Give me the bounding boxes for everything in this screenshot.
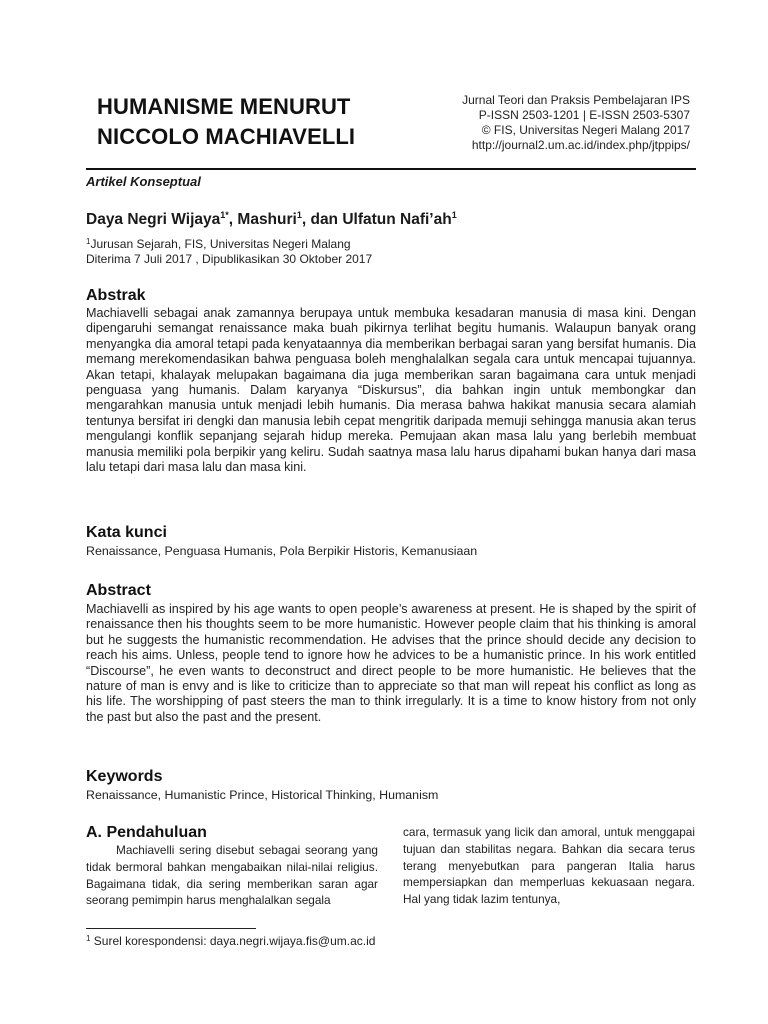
header-divider xyxy=(86,168,696,170)
affiliation xyxy=(86,237,372,252)
kata-kunci-heading: Kata kunci xyxy=(86,524,167,541)
author-superscript: 1* xyxy=(220,210,229,220)
author-name: Daya Negri Wijaya xyxy=(86,211,221,228)
author-list xyxy=(86,211,457,229)
article-title xyxy=(97,92,427,152)
author-name: Ulfatun Nafi’ah xyxy=(342,211,452,228)
journal-name: Jurnal Teori dan Praksis Pembelajaran IPS xyxy=(462,93,690,107)
journal-url[interactable]: http://journal2.um.ac.id/index.php/jtppips/ xyxy=(471,138,690,152)
paragraph: Machiavelli sering disebut sebagai seorang yang tidak bermoral bahkan mengabaikan nilai-nilai religius. Bagaimana tidak, dia sering memberikan saran agar seorang pemimpin harus menghalalkan segala xyxy=(86,843,378,908)
affiliation-superscript: 1 xyxy=(86,237,91,246)
journal-info xyxy=(462,93,690,153)
keywords-text: Renaissance, Humanistic Prince, Historical Thinking, Humanism xyxy=(86,788,439,802)
footnote-divider xyxy=(86,928,256,929)
abstract-heading: Abstract xyxy=(86,582,151,599)
author-separator: , dan xyxy=(301,211,343,228)
author-separator: , xyxy=(228,211,238,228)
publication-dates: Diterima 7 Juli 2017 , Dipublikasikan 30 Oktober 2017 xyxy=(86,252,373,266)
title-line-1: HUMANISME MENURUT xyxy=(97,94,351,119)
paragraph: cara, termasuk yang licik dan amoral, untuk menggapai tujuan dan stabilitas negara. Bahkan dia secara terus terang menyebutkan para pangeran Italia harus mempersiapkan dan memperluas kekuasaan negara. Hal yang tidak lazim tentunya, xyxy=(403,825,695,907)
footnote-superscript: 1 xyxy=(86,934,91,943)
keywords-heading: Keywords xyxy=(86,768,163,785)
title-line-2: NICCOLO MACHIAVELLI xyxy=(97,124,356,149)
author-superscript: 1 xyxy=(296,210,302,220)
affiliation-text: Jurusan Sejarah, FIS, Universitas Negeri Malang xyxy=(90,237,351,251)
affiliation-block xyxy=(86,237,372,267)
body-column-right xyxy=(403,824,695,908)
abstrak-text: Machiavelli sebagai anak zamannya berupaya untuk membuka kesadaran manusia di masa kini. Dengan dipengaruhi semangat renaissance maka buah pikirnya terlihat begitu humanis. Walaupun banyak orang menyangka dia amoral tetapi pada kenyataannya dia memberikan berbagai saran yang bersifat humanis. Dia memang merekomendasikan bahwa penguasa boleh menghalalkan segala cara untuk mencapai tujuannya. Akan tetapi, khalayak melupakan bagaimana dia juga memberikan saran bagaimana cara untuk menjadi penguasa yang humanis. Dalam karyanya “Diskursus”, dia bahkan ingin untuk membongkar dan mengarahkan manusia untuk menjadi lebih humanis. Dia merasa bahwa hakikat manusia secara alamiah tentunya bersifat iri dengki dan manusia lebih cepat mengritik daripada memuji sehingga manusia akan terus mengulangi konflik sepanjang sejarah hidup mereka. Pemujaan akan masa lalu yang berlebih membuat manusia memiliki pola berpikir yang keliru. Sudah saatnya masa lalu harus dipahami bukan hanya dari masa lalu tetapi dari masa lalu dan masa kini. xyxy=(86,306,696,475)
journal-copyright: © FIS, Universitas Negeri Malang 2017 xyxy=(481,123,690,137)
author-name: Mashuri xyxy=(237,211,297,228)
article-type: Artikel Konseptual xyxy=(86,174,201,189)
abstract-text: Machiavelli as inspired by his age wants to open people’s awareness at present. He is shaped by the spirit of renaissance then his thoughts seem to be more humanistic. However people claim that his thinking is amoral but he suggests the humanistic recommendation. He advises that the prince should decide any decision to reach his aims. Unless, people tend to ignore how he advices to be a humanistic prince. In his work entitled “Discourse”, he even wants to deconstruct and direct people to be more humanistic. He believes that the nature of man is envy and is like to criticize than to appreciate so that man will repeat his conflict as long as his life. The worshipping of past steers the man to think irregularly. It is a time to know history from not only the past but also the past and the present. xyxy=(86,602,696,724)
journal-issn: P-ISSN 2503-1201 | E-ISSN 2503-5307 xyxy=(478,108,690,122)
kata-kunci-text: Renaissance, Penguasa Humanis, Pola Berpikir Historis, Kemanusiaan xyxy=(86,544,478,558)
abstrak-heading: Abstrak xyxy=(86,287,146,304)
section-heading-pendahuluan: A. Pendahuluan xyxy=(86,824,207,841)
author-superscript: 1 xyxy=(451,210,457,220)
footnote xyxy=(86,934,375,948)
body-column-left xyxy=(86,842,378,909)
footnote-text: Surel korespondensi: daya.negri.wijaya.fis@um.ac.id xyxy=(90,934,376,948)
